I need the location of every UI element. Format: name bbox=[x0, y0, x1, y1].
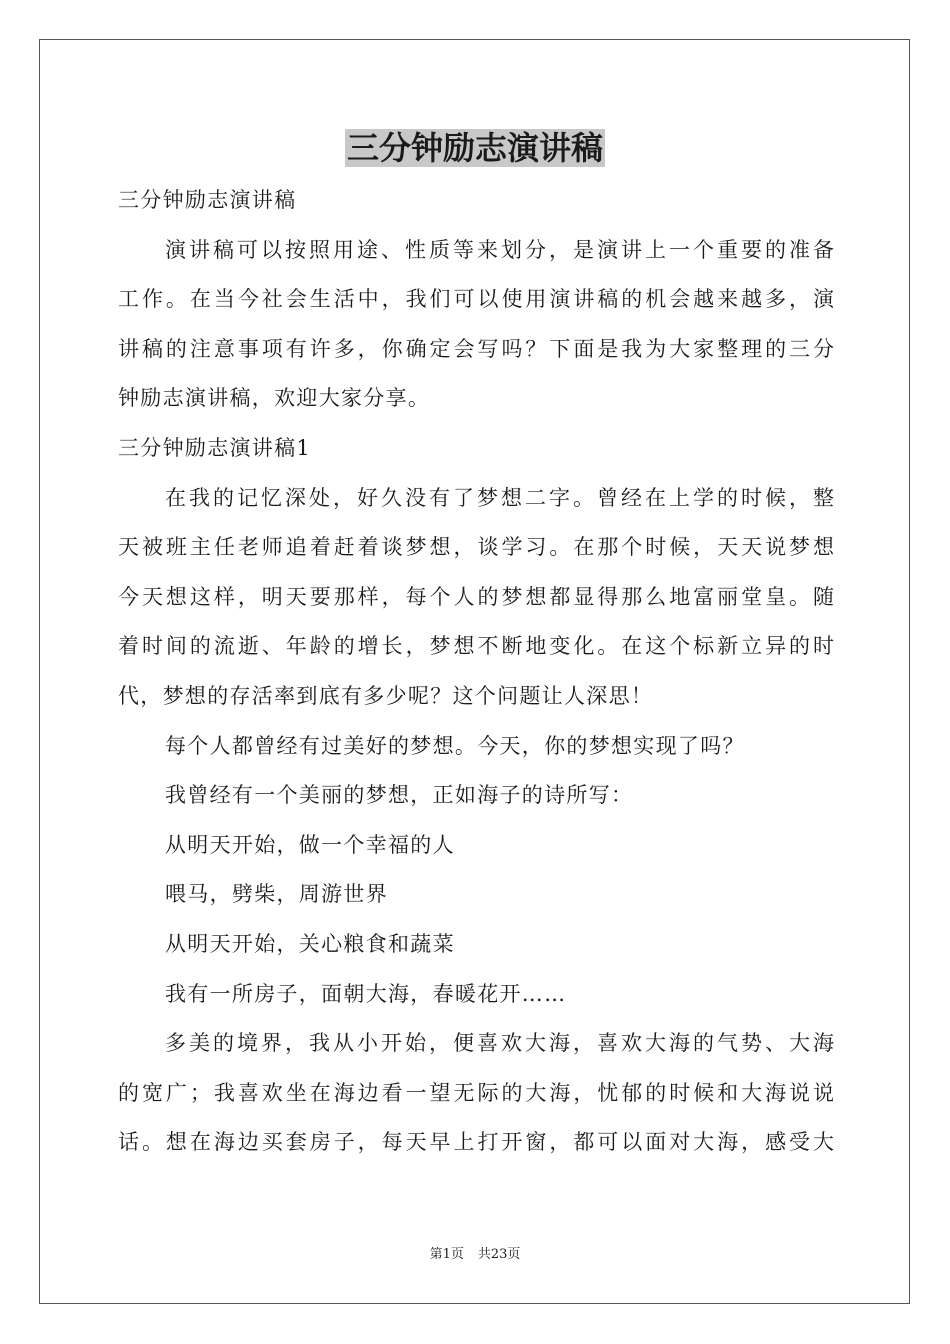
body-line: 讲稿的注意事项有许多，你确定会写吗？下面是我为大家整理的三分 bbox=[118, 336, 834, 361]
body-line: 我有一所房子，面朝大海，春暖花开…… bbox=[165, 981, 567, 1006]
body-line: 每个人都曾经有过美好的梦想。今天，你的梦想实现了吗？ bbox=[165, 733, 745, 758]
body-line: 代，梦想的存活率到底有多少呢？这个问题让人深思！ bbox=[118, 683, 654, 708]
body-line: 在我的记忆深处，好久没有了梦想二字。曾经在上学的时候，整 bbox=[165, 485, 834, 510]
body-line: 着时间的流逝、年龄的增长，梦想不断地变化。在这个标新立异的时 bbox=[118, 634, 834, 659]
body-line: 我曾经有一个美丽的梦想，正如海子的诗所写： bbox=[165, 783, 634, 808]
document-title bbox=[0, 126, 950, 170]
page-total: 共23页 bbox=[477, 1247, 521, 1262]
body-line: 今天想这样，明天要那样，每个人的梦想都显得那么地富丽堂皇。随 bbox=[118, 584, 834, 609]
page-footer bbox=[0, 1245, 950, 1265]
body-line: 三分钟励志演讲稿 bbox=[118, 188, 297, 212]
body-line: 三分钟励志演讲稿1 bbox=[118, 435, 312, 460]
body-line: 工作。在当今社会生活中，我们可以使用演讲稿的机会越来越多，演 bbox=[118, 287, 834, 312]
body-line: 话。想在海边买套房子，每天早上打开窗，都可以面对大海，感受大 bbox=[118, 1130, 834, 1155]
body-line: 喂马，劈柴，周游世界 bbox=[165, 882, 388, 907]
body-line: 从明天开始，做一个幸福的人 bbox=[165, 832, 455, 857]
page-number: 第1页 bbox=[429, 1247, 464, 1262]
body-line: 钟励志演讲稿，欢迎大家分享。 bbox=[118, 386, 431, 411]
document-title-text: 三分钟励志演讲稿 bbox=[346, 129, 603, 167]
body-line: 的宽广；我喜欢坐在海边看一望无际的大海，忧郁的时候和大海说说 bbox=[118, 1080, 834, 1105]
body-line: 从明天开始，关心粮食和蔬菜 bbox=[165, 931, 455, 956]
document-body bbox=[118, 176, 834, 1168]
body-line: 天被班主任老师追着赶着谈梦想，谈学习。在那个时候，天天说梦想 bbox=[118, 535, 834, 560]
body-line: 演讲稿可以按照用途、性质等来划分，是演讲上一个重要的准备 bbox=[165, 237, 834, 262]
body-line: 多美的境界，我从小开始，便喜欢大海，喜欢大海的气势、大海 bbox=[165, 1031, 834, 1056]
